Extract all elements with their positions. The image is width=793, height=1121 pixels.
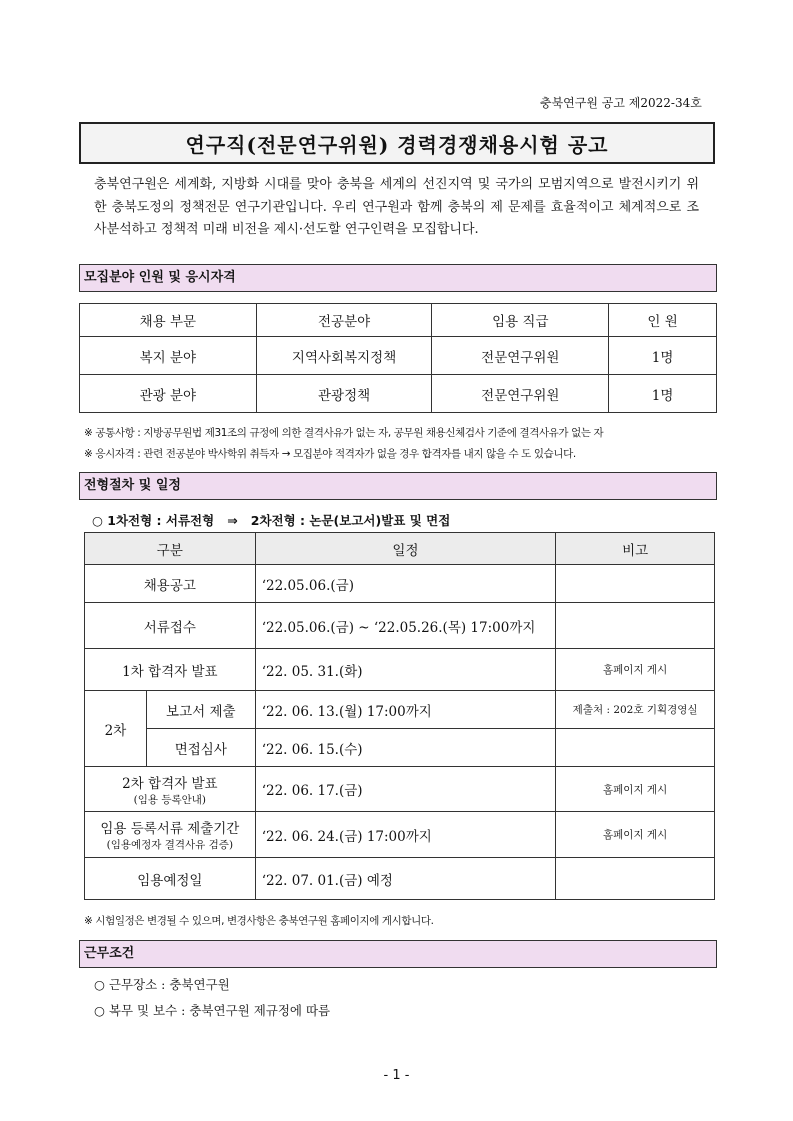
schedule-date: ‘22.05.06.(금) [255, 565, 556, 603]
header-cell: 임용 직급 [432, 304, 609, 337]
header-cell: 전공분야 [256, 304, 432, 337]
table-cell: 관광정책 [256, 375, 432, 413]
table-row [80, 337, 717, 375]
process-stages: ○ 1차전형 : 서류전형 ⇒ 2차전형 : 논문(보고서)발표 및 면접 [92, 513, 451, 528]
schedule-sublabel: (임용 등록안내) [133, 793, 207, 806]
schedule-date: ‘22. 07. 01.(금) 예정 [255, 858, 556, 900]
table-row [85, 565, 715, 603]
schedule-change-note: ※ 시험일정은 변경될 수 있으며, 변경사항은 충북연구원 홈페이지에 게시합니다. [84, 915, 434, 927]
schedule-date: ‘22. 06. 24.(금) 17:00까지 [255, 812, 556, 858]
schedule-note [556, 603, 715, 649]
notice-number: 충북연구원 공고 제2022-34호 [540, 96, 702, 110]
section-heading-conditions: 근무조건 [79, 940, 717, 968]
schedule-note: 홈페이지 게시 [556, 767, 715, 812]
page-title: 연구직(전문연구위원) 경력경쟁채용시험 공고 [79, 122, 715, 164]
schedule-label: 1차 합격자 발표 [85, 649, 256, 691]
header-cell: 일정 [255, 533, 556, 565]
schedule-date: ‘22. 06. 15.(수) [255, 729, 556, 767]
schedule-table [84, 532, 715, 900]
table-row [85, 812, 715, 858]
table-cell: 지역사회복지정책 [256, 337, 432, 375]
schedule-group-label: 2차 [85, 691, 147, 767]
section-heading-process: 전형절차 및 일정 [79, 472, 717, 500]
table-cell: 복지 분야 [80, 337, 257, 375]
schedule-note [556, 858, 715, 900]
schedule-label-cell [85, 812, 256, 858]
table-header-row [85, 533, 715, 565]
schedule-date: ‘22. 06. 13.(월) 17:00까지 [255, 691, 556, 729]
schedule-label: 2차 합격자 발표 [122, 775, 218, 792]
header-cell: 비고 [556, 533, 715, 565]
schedule-note: 제출처 : 202호 기획경영실 [556, 691, 715, 729]
recruitment-table [79, 303, 717, 413]
table-header-row [80, 304, 717, 337]
eligibility-note: ※ 응시자격 : 관련 전공분야 박사학위 취득자 → 모집분야 적격자가 없을 경우 합격자를 내지 않을 수 도 있습니다. [84, 448, 576, 460]
table-cell: 전문연구위원 [432, 337, 609, 375]
schedule-label: 면접심사 [146, 729, 255, 767]
schedule-date: ‘22.05.06.(금) ~ ‘22.05.26.(목) 17:00까지 [255, 603, 556, 649]
common-requirements-note: ※ 공통사항 : 지방공무원법 제31조의 규정에 의한 결격사유가 없는 자, 공무원 채용신체검사 기준에 결격사유가 없는 자 [84, 427, 604, 439]
schedule-sublabel: (임용예정자 결격사유 검증) [106, 839, 234, 851]
intro-paragraph: 충북연구원은 세계화, 지방화 시대를 맞아 충북을 세계의 선진지역 및 국가의 모범지역으로 발전시키기 위한 충북도정의 정책전문 연구기관입니다. 우리 연구원과 함께 충북의 제 문제를 효율적이고 체계적으로 조사분석하고 정책적 미래 비전을 제시·선도할 연구인력을 모집합니다. [94, 177, 699, 237]
page-number: - 1 - [383, 1068, 410, 1083]
schedule-note [556, 565, 715, 603]
table-row [80, 375, 717, 413]
schedule-note: 홈페이지 게시 [556, 649, 715, 691]
schedule-label: 임용예정일 [85, 858, 256, 900]
table-cell: 전문연구위원 [432, 375, 609, 413]
table-row [85, 858, 715, 900]
schedule-note [556, 729, 715, 767]
schedule-label: 보고서 제출 [146, 691, 255, 729]
condition-workplace: ○ 근무장소 : 충북연구원 [94, 977, 230, 992]
schedule-date: ‘22. 06. 17.(금) [255, 767, 556, 812]
table-cell: 관광 분야 [80, 375, 257, 413]
header-cell: 채용 부문 [80, 304, 257, 337]
table-row [85, 649, 715, 691]
schedule-label: 서류접수 [85, 603, 256, 649]
table-row [85, 767, 715, 812]
section-heading-recruitment: 모집분야 인원 및 응시자격 [79, 264, 717, 292]
schedule-label: 채용공고 [85, 565, 256, 603]
schedule-label: 임용 등록서류 제출기간 [100, 821, 240, 837]
schedule-date: ‘22. 05. 31.(화) [255, 649, 556, 691]
table-row [85, 691, 715, 729]
table-row [85, 603, 715, 649]
table-row [85, 729, 715, 767]
header-cell: 인 원 [609, 304, 717, 337]
header-cell: 구분 [85, 533, 256, 565]
table-cell: 1명 [609, 375, 717, 413]
schedule-note: 홈페이지 게시 [556, 812, 715, 858]
schedule-label-cell [85, 767, 256, 812]
condition-pay: ○ 복무 및 보수 : 충북연구원 제규정에 따름 [94, 1003, 331, 1018]
table-cell: 1명 [609, 337, 717, 375]
